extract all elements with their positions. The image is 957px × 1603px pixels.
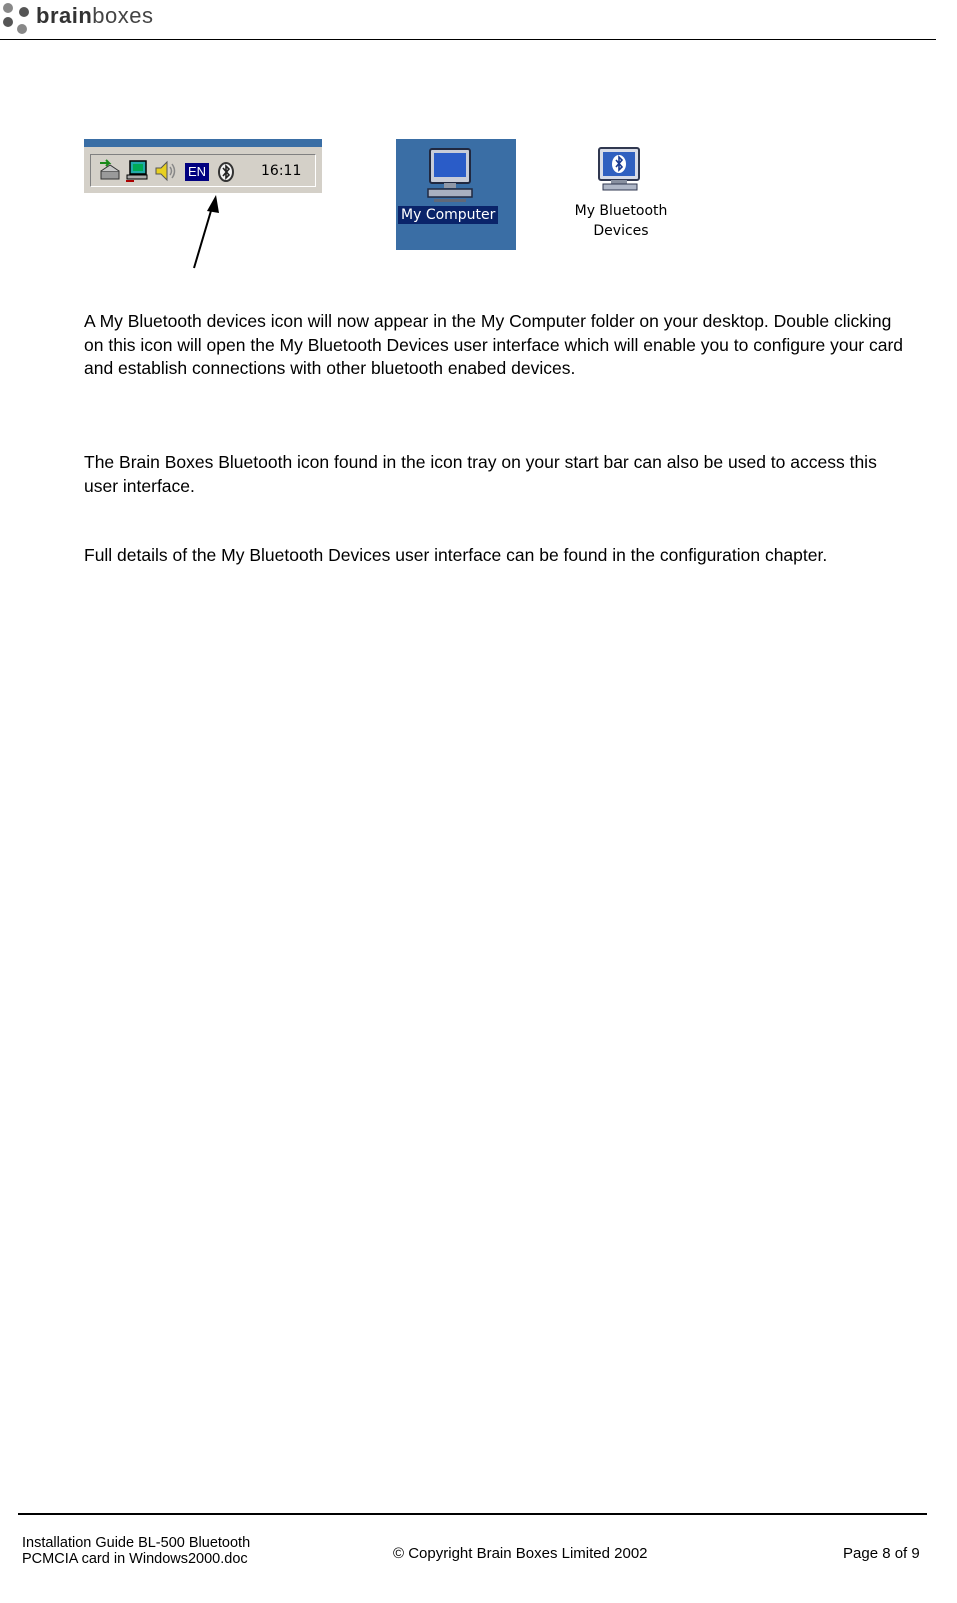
logo-text-bold: brain <box>36 3 93 28</box>
paragraph-configuration-chapter: Full details of the My Bluetooth Devices user interface can be found in the configuration chapter. <box>84 545 828 565</box>
my-bluetooth-devices-icon[interactable] <box>595 144 647 198</box>
system-tray-screenshot <box>84 139 322 193</box>
my-bluetooth-devices-label[interactable]: My Bluetooth Devices <box>574 203 668 239</box>
language-indicator-icon[interactable]: EN <box>185 163 209 181</box>
brainboxes-logo <box>0 2 200 36</box>
volume-icon <box>153 159 179 183</box>
my-computer-label[interactable]: My Computer <box>398 206 498 224</box>
footer-copyright: © Copyright Brain Boxes Limited 2002 <box>393 1545 648 1562</box>
my-bluetooth-devices-screenshot <box>565 139 677 250</box>
bluetooth-tray-icon[interactable] <box>215 160 237 184</box>
paragraph-tray-icon: The Brain Boxes Bluetooth icon found in the icon tray on your start bar can also be used to access this user interface. <box>84 452 877 496</box>
header-rule <box>0 39 936 40</box>
my-computer-desktop-screenshot <box>396 139 516 250</box>
paragraph-my-bluetooth-icon: A My Bluetooth devices icon will now appear in the My Computer folder on your desktop. Double clicking on this icon will open the My Bluetooth Devices user interface which will enable you to configure your card and establish connections with other bluetooth enabed devices. <box>84 311 904 378</box>
my-computer-icon[interactable] <box>424 147 478 203</box>
pointer-arrow-icon <box>180 190 230 272</box>
logo-dots-icon <box>0 2 36 36</box>
footer-page-number: Page 8 of 9 <box>843 1545 920 1562</box>
safely-remove-hardware-icon <box>97 159 123 183</box>
footer-document-title: Installation Guide BL-500 Bluetooth PCMCIA card in Windows2000.doc <box>22 1535 251 1567</box>
logo-text-light: boxes <box>92 3 154 28</box>
tray-clock[interactable]: 16:11 <box>261 163 302 179</box>
tray-inner <box>90 154 316 187</box>
network-icon <box>124 159 150 183</box>
footer-rule <box>18 1513 927 1515</box>
